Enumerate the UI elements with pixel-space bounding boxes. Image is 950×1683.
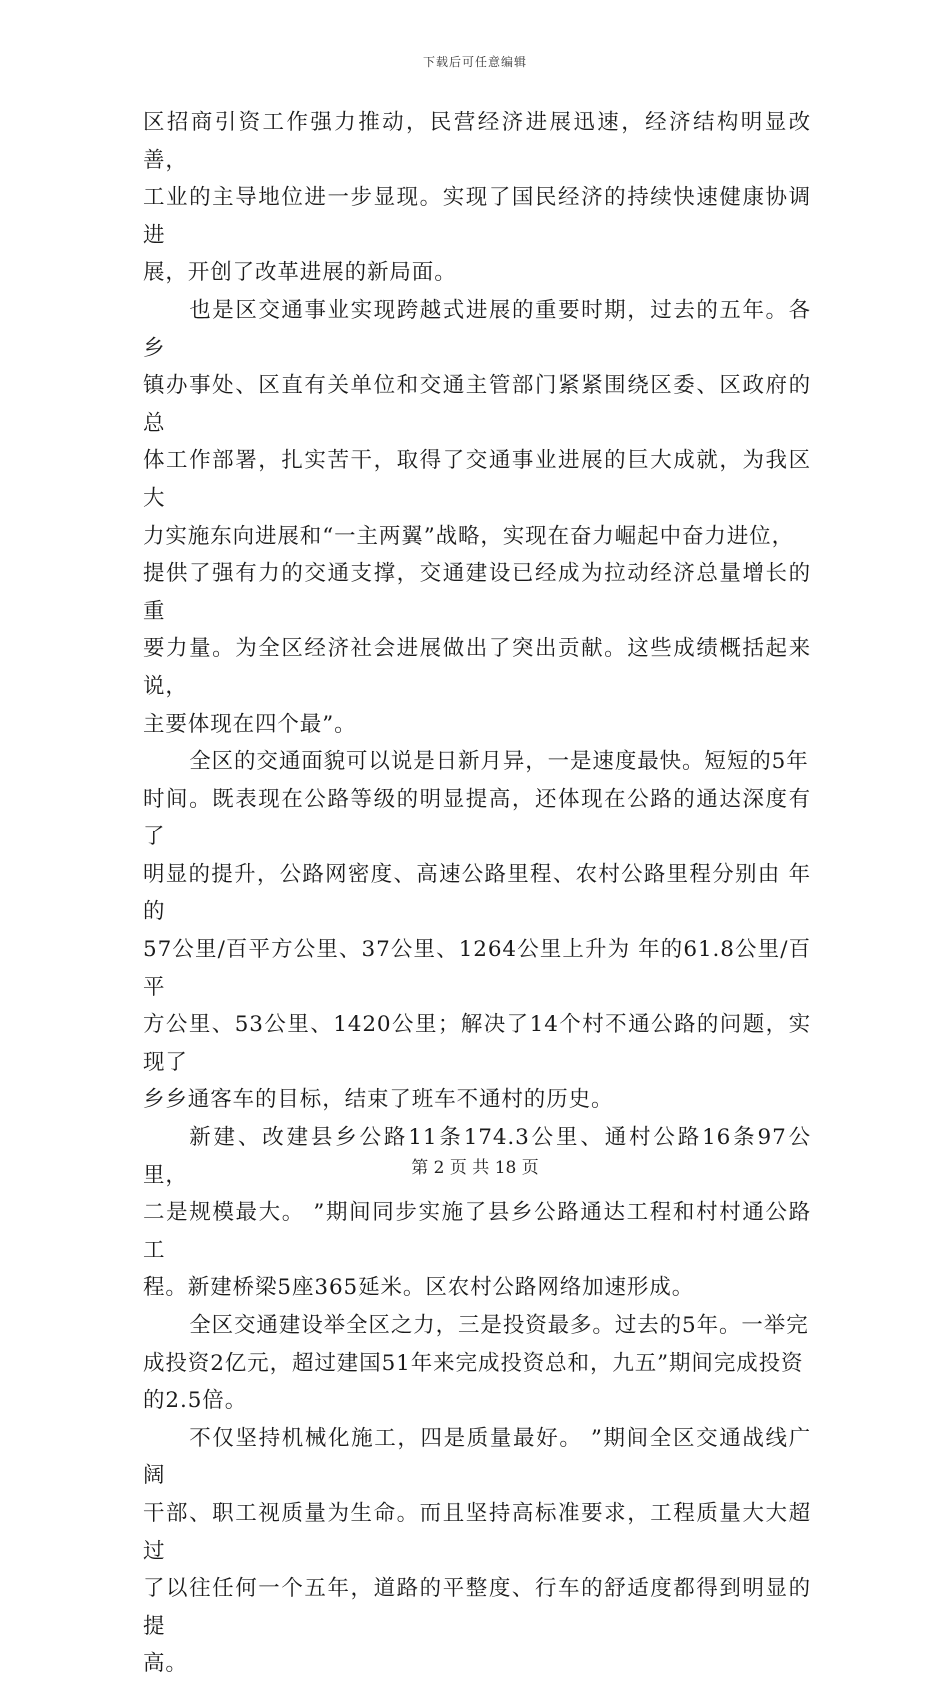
paragraph-3 <box>143 743 811 1119</box>
text-line: 干部、职工视质量为生命。而且坚持高标准要求，工程质量大大超过 <box>143 1500 811 1564</box>
paragraph-2 <box>143 292 811 743</box>
text-line: 方公里、53公里、1420公里；解决了14个村不通公路的问题，实现了 <box>143 1012 811 1075</box>
text-line: 了以往任何一个五年，道路的平整度、行车的舒适度都得到明显的提 <box>143 1576 811 1639</box>
page-header-note: 下载后可任意编辑 <box>422 55 527 69</box>
text-line: 57公里/百平方公里、37公里、1264公里上升为 年的61.8公里/百平 <box>143 937 811 1000</box>
text-line: 展，开创了改革进展的新局面。 <box>143 260 457 286</box>
text-line: 的2.5倍。 <box>143 1388 248 1414</box>
text-line: 成投资2亿元，超过建国51年来完成投资总和，九五”期间完成投资 <box>143 1350 804 1376</box>
text-line: 全区的交通面貌可以说是日新月异，一是速度最快。短短的5年 <box>189 749 809 775</box>
page-footer <box>0 1153 950 1178</box>
text-line: 镇办事处、区直有关单位和交通主管部门紧紧围绕区委、区政府的总 <box>143 373 811 436</box>
text-line: 区招商引资工作强力推动，民营经济进展迅速，经济结构明显改善， <box>143 110 811 173</box>
text-line: 乡乡通客车的目标，结束了班车不通村的历史。 <box>143 1087 614 1113</box>
paragraph-1 <box>143 104 811 292</box>
document-body <box>143 104 811 1683</box>
text-line: 主要体现在四个最”。 <box>143 711 357 737</box>
paragraph-6 <box>143 1420 811 1683</box>
paragraph-5 <box>143 1307 811 1420</box>
text-line: 也是区交通事业实现跨越式进展的重要时期，过去的五年。各乡 <box>143 297 811 361</box>
text-line: 体工作部署，扎实苦干，取得了交通事业进展的巨大成就，为我区大 <box>143 448 811 511</box>
text-line: 要力量。为全区经济社会进展做出了突出贡献。这些成绩概括起来说， <box>143 636 811 699</box>
text-line: 力实施东向进展和“一主两翼”战略，实现在奋力崛起中奋力进位， <box>143 523 794 549</box>
text-line: 全区交通建设举全区之力，三是投资最多。过去的5年。一举完 <box>189 1313 809 1338</box>
text-line: 高。 <box>143 1651 188 1677</box>
text-line: 二是规模最大。 ”期间同步实施了县乡公路通达工程和村村通公路工 <box>143 1200 811 1263</box>
text-line: 不仅坚持机械化施工，四是质量最好。 ”期间全区交通战线广阔 <box>143 1425 811 1489</box>
text-line: 明显的提升，公路网密度、高速公路里程、农村公路里程分别由 年的 <box>143 861 811 925</box>
page-number-label: 第 2 页 共 18 页 <box>411 1158 539 1178</box>
text-line: 程。新建桥梁5座365延米。区农村公路网络加速形成。 <box>143 1275 695 1301</box>
text-line: 工业的主导地位进一步显现。实现了国民经济的持续快速健康协调进 <box>143 185 811 248</box>
text-line: 提供了强有力的交通支撑，交通建设已经成为拉动经济总量增长的重 <box>143 561 811 624</box>
paragraph-4 <box>143 1119 811 1307</box>
text-line: 时间。既表现在公路等级的明显提高，还体现在公路的通达深度有了 <box>143 786 811 850</box>
text-line: 新建、改建县乡公路11条174.3公里、通村公路16条97公里， <box>143 1125 811 1188</box>
